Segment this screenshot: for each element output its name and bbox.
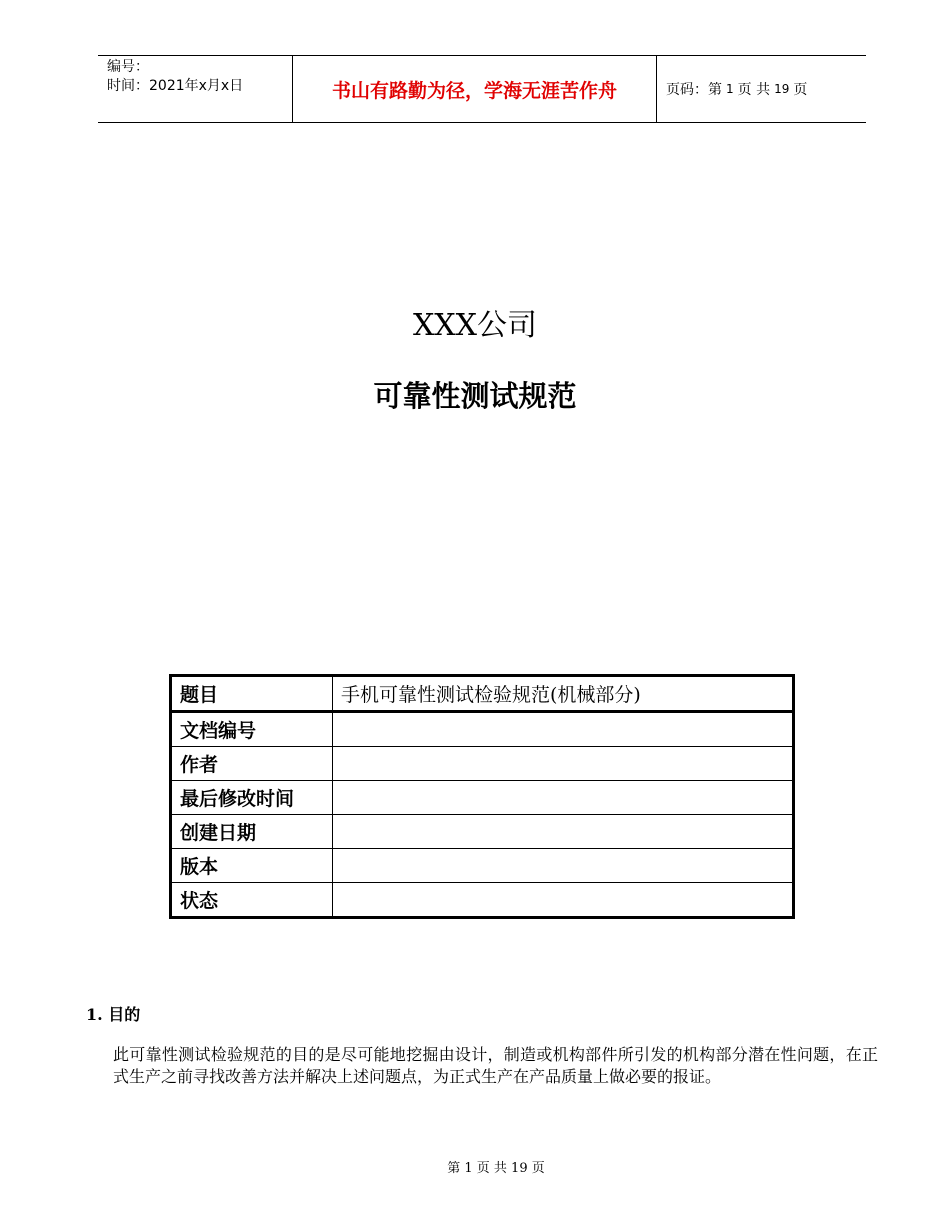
row-label: 作者 (171, 747, 333, 781)
header-meta (98, 56, 293, 122)
document-title: 可靠性测试规范 (373, 379, 577, 413)
table-row (171, 883, 794, 918)
row-value (333, 747, 794, 781)
table-row (171, 849, 794, 883)
row-value (333, 849, 794, 883)
row-label: 状态 (171, 883, 333, 918)
section-paragraph: 此可靠性测试检验规范的目的是尽可能地挖掘由设计，制造或机构部件所引发的机构部分潜在性问题，在正式生产之前寻找改善方法并解决上述问题点，为正式生产在产品质量上做必要的报证。 (113, 1045, 878, 1086)
row-value (333, 883, 794, 918)
row-label: 版本 (171, 849, 333, 883)
header-motto-cell (293, 56, 657, 122)
table-row (171, 747, 794, 781)
table-row (171, 676, 794, 712)
row-label: 最后修改时间 (171, 781, 333, 815)
section-heading: 1. 目的 (86, 1005, 141, 1024)
page-total: 19 (774, 82, 790, 96)
company-name: XXX公司 (412, 308, 538, 343)
document-info-table (169, 674, 795, 919)
page-footer: 第 1 页 共 19 页 (447, 1161, 545, 1176)
doc-number-label: 编号： (107, 59, 149, 75)
page-header (98, 55, 866, 123)
row-label: 题目 (171, 676, 333, 712)
page-suffix: 页 (793, 82, 808, 98)
header-motto: 书山有路勤为径，学海无涯苦作舟 (331, 79, 617, 102)
table-row (171, 781, 794, 815)
table-row (171, 815, 794, 849)
header-page-info (657, 56, 866, 122)
row-value (333, 815, 794, 849)
row-value: 手机可靠性测试检验规范(机械部分) (333, 676, 794, 712)
page-prefix: 页码：第 (666, 82, 722, 98)
page-current: 1 (726, 82, 734, 96)
table-row (171, 712, 794, 747)
row-label: 文档编号 (171, 712, 333, 747)
page-mid: 页 共 (737, 82, 771, 98)
time-label: 时间：2021年x月x日 (107, 78, 244, 94)
row-label: 创建日期 (171, 815, 333, 849)
row-value (333, 781, 794, 815)
row-value (333, 712, 794, 747)
